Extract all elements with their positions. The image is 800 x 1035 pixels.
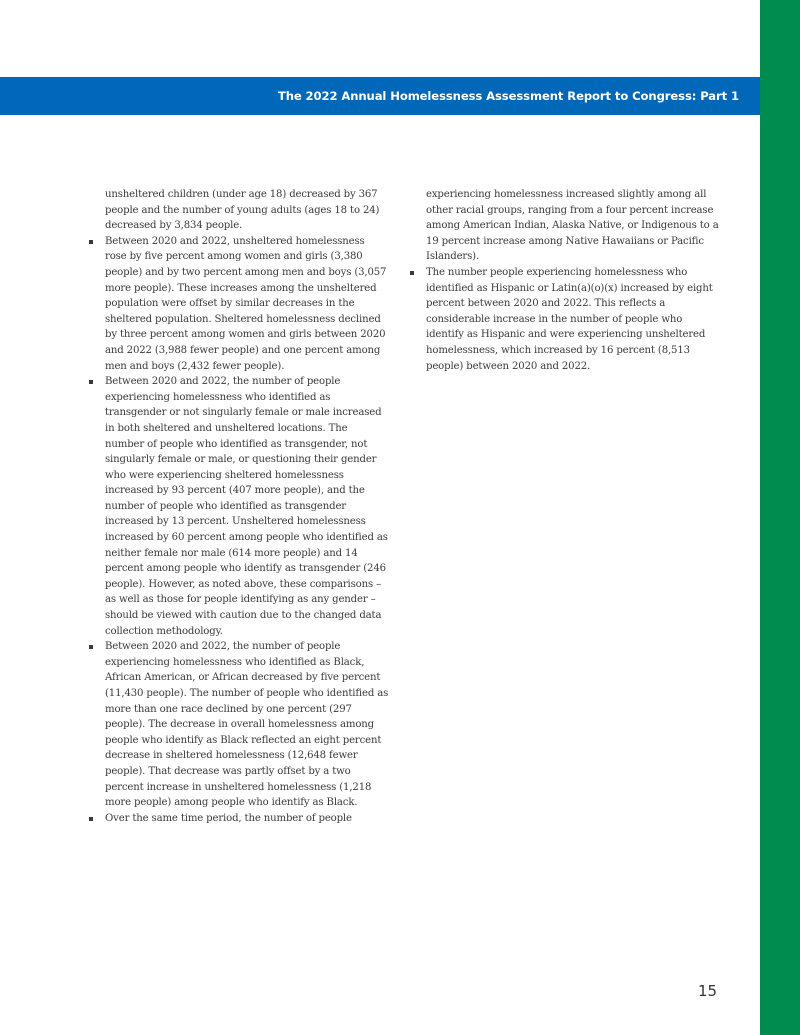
bullet-square-icon bbox=[89, 645, 93, 649]
bullet-text: The number people experiencing homelessness who identified as Hispanic or Latin(a)(o)(x) increased by eight percent between 2020 and 2022. This reflects a considerable increase in the number of people who identify as Hispanic and were experiencing unsheltered homelessness, which increased by 16 percent (8,513 people) between 2020 and 2022. bbox=[426, 266, 713, 372]
bullet-text: Between 2020 and 2022, the number of people experiencing homelessness who identified as Black, African American, or African decreased by five percent (11,430 people). The number of people who identified as more than one race declined by one percent (297 people). The decrease in overall homelessness among people who identify as Black reflected an eight percent decrease in sheltered homelessness (12,648 fewer people). That decrease was partly offset by a two percent increase in unsheltered homelessness (1,218 more people) among people who identify as Black. bbox=[105, 641, 389, 809]
bullet-item bbox=[410, 265, 720, 374]
bullet-item bbox=[89, 811, 389, 827]
bullet-item bbox=[89, 639, 389, 811]
bullet-text: Between 2020 and 2022, the number of people experiencing homelessness who identified as transgender or not singularly female or male increased in both sheltered and unsheltered locations. The number of people who identified as transgender, not singularly female or male, or questioning their gender who were experiencing sheltered homelessness increased by 93 percent (407 more people), and the number of people who identified as transgender increased by 13 percent. Unsheltered homelessness increased by 60 percent among people who identified as neither female nor male (614 more people) and 14 percent among people who identify as transgender (246 people). However, as noted above, these comparisons – as well as those for people identifying as any gender – should be viewed with caution due to the changed data collection methodology. bbox=[105, 376, 388, 637]
continuation-paragraph: unsheltered children (under age 18) decreased by 367 people and the number of young adults (ages 18 to 24) decreased by 3,834 people. bbox=[105, 189, 380, 232]
continuation-paragraph: experiencing homelessness increased slightly among all other racial groups, ranging from a four percent increase among American Indian, Alaska Native, or Indigenous to a 19 percent increase among Native Hawaiians or Pacific Islanders). bbox=[426, 189, 719, 263]
side-accent-bar bbox=[760, 0, 800, 1035]
bullet-square-icon bbox=[89, 240, 93, 244]
bullet-square-icon bbox=[89, 380, 93, 384]
page-number: 15 bbox=[698, 982, 718, 1000]
bullet-square-icon bbox=[410, 271, 414, 275]
bullet-item bbox=[89, 374, 389, 639]
report-header bbox=[0, 77, 760, 115]
bullet-item bbox=[89, 234, 389, 374]
left-column bbox=[89, 187, 389, 826]
right-column bbox=[410, 187, 720, 374]
bullet-text: Over the same time period, the number of people bbox=[105, 812, 352, 824]
report-title: The 2022 Annual Homelessness Assessment Report to Congress: Part 1 bbox=[277, 89, 739, 103]
bullet-square-icon bbox=[89, 817, 93, 821]
bullet-text: Between 2020 and 2022, unsheltered homelessness rose by five percent among women and girls (3,380 people) and by two percent among men and boys (3,057 more people). These increases among the unsheltered population were offset by similar decreases in the sheltered population. Sheltered homelessness declined by three percent among women and girls between 2020 and 2022 (3,988 fewer people) and one percent among men and boys (2,432 fewer people). bbox=[105, 235, 387, 372]
